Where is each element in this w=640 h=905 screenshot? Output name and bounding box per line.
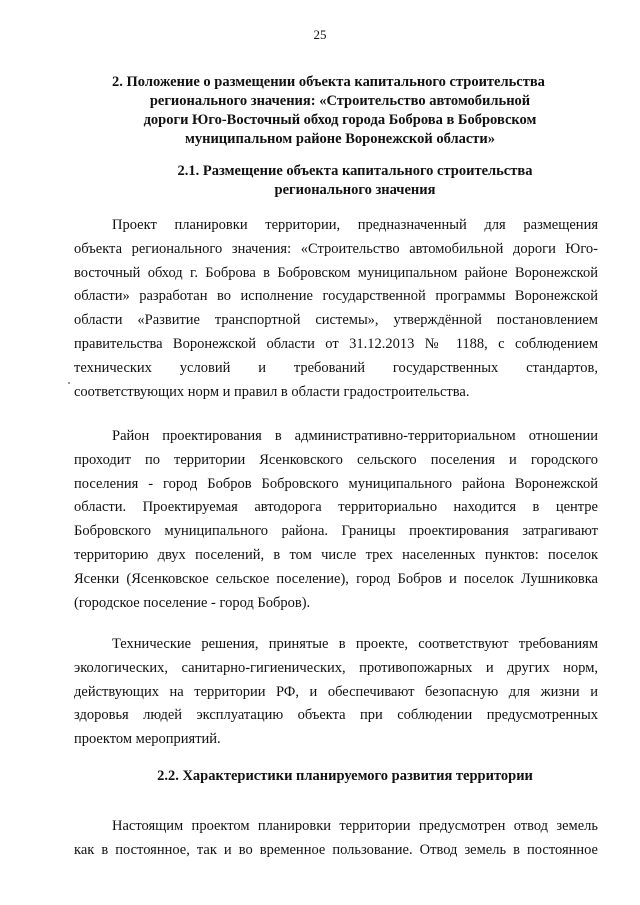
heading-line: 2.1. Размещение объекта капитального строительства <box>177 163 533 179</box>
heading-line: регионального значения: «Строительство автомобильной <box>149 93 531 109</box>
text-line: соответствующих норм и правил в области градостроительства. <box>74 383 470 400</box>
paragraph-4 <box>74 815 598 863</box>
margin-mark <box>68 382 70 384</box>
text-line: правительства Воронежской области от 31.12.2013 № 1188, с соблюдением <box>74 335 598 352</box>
text-line: области «Развитие транспортной системы», утверждённой постановлением <box>74 312 598 329</box>
text-line: восточный обход г. Боброва в Бобровском муниципальном районе Воронежской <box>74 264 598 281</box>
heading-line: муниципальном районе Воронежской области» <box>184 131 496 147</box>
paragraph-2 <box>74 425 598 615</box>
text-line: области. Проектируемая автодорога территориально находится в центре <box>74 499 598 516</box>
text-line: Настоящим проектом планировки территории предусмотрен отвод земель <box>112 818 598 834</box>
text-line: объекта регионального значения: «Строительство автомобильной дороги Юго- <box>74 240 598 257</box>
text-line: области» разработан во исполнение государственной программы Воронежской <box>74 288 598 305</box>
section-2-heading <box>100 73 580 149</box>
text-line: экологических, санитарно-гигиенических, противопожарных и других норм, <box>74 659 598 676</box>
text-line: как в постоянное, так и во временное пользование. Отвод земель в постоянное <box>74 841 598 858</box>
section-2-1-heading <box>120 162 590 200</box>
paragraph-1 <box>74 214 598 404</box>
text-line: Ясенки (Ясенковское сельское поселение), город Бобров и поселок Лушниковка <box>74 570 598 587</box>
text-line: технических условий и требований государственных стандартов, <box>74 359 598 376</box>
text-line: Технические решения, принятые в проекте, соответствуют требованиям <box>112 636 598 652</box>
heading-line: регионального значения <box>274 182 436 198</box>
text-line: Бобровского муниципального района. Границы проектирования затрагивают <box>74 523 598 540</box>
heading-line: 2.2. Характеристики планируемого развития территории <box>157 768 533 784</box>
paragraph-3 <box>74 633 598 752</box>
text-line: (городское поселение - город Бобров). <box>74 594 311 611</box>
section-2-2-heading <box>110 767 580 786</box>
text-line: проходит по территории Ясенковского сельского поселения и городского <box>74 451 598 468</box>
heading-line: дороги Юго-Восточный обход города Боброва в Бобровском <box>143 112 537 128</box>
text-line: Район проектирования в административно-территориальном отношении <box>112 428 598 444</box>
text-line: проектом мероприятий. <box>74 731 221 748</box>
heading-line: 2. Положение о размещении объекта капитального строительства <box>112 74 545 90</box>
text-line: поселения - город Бобров Бобровского муниципального района Воронежской <box>74 475 598 492</box>
page-number: 25 <box>313 27 327 42</box>
text-line: действующих на территории РФ, и обеспечивают безопасную для жизни и <box>74 683 598 700</box>
text-line: Проект планировки территории, предназначенный для размещения <box>112 217 598 233</box>
text-line: территорию двух поселений, в том числе трех населенных пунктов: поселок <box>74 546 598 563</box>
text-line: здоровья людей эксплуатацию объекта при соблюдении предусмотренных <box>74 707 598 724</box>
